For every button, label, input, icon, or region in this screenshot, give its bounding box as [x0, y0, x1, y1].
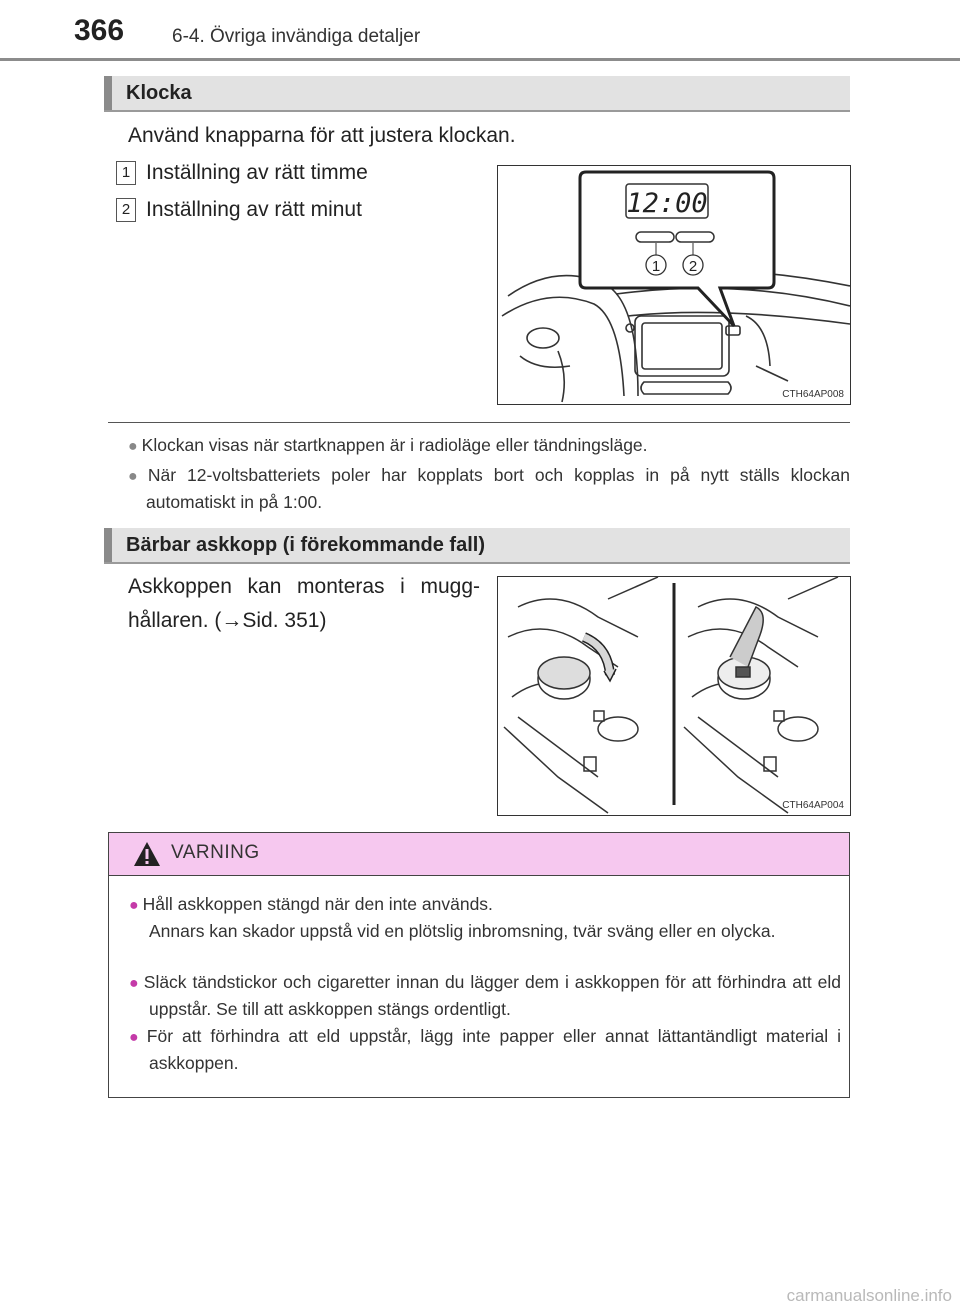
section-title-ashtray: Bärbar askkopp (i förekommande fall) — [126, 534, 485, 556]
watermark: carmanualsonline.info — [786, 1286, 952, 1305]
ashtray-text: Askkoppen kan monteras i mugg-hållaren. (→Sid. 351) — [128, 575, 480, 632]
clock-item-1-text: Inställning av rätt timme — [146, 161, 368, 184]
minute-button — [676, 232, 714, 242]
bullet-icon: ● — [128, 468, 144, 485]
section-divider — [108, 422, 850, 423]
page-number: 366 — [74, 14, 125, 47]
figure-code-ashtray: CTH64AP004 — [782, 800, 844, 811]
dashboard-illustration — [498, 166, 850, 404]
bullet-icon: ● — [128, 438, 138, 455]
section-accent — [104, 76, 112, 110]
section-accent — [104, 528, 112, 562]
warning-title: VARNING — [171, 842, 260, 863]
item-number-2: 2 — [116, 198, 136, 222]
clock-note-1: ● Klockan visas när startknappen är i radioläge eller tändningsläge. — [128, 435, 648, 455]
section-title-clock: Klocka — [126, 82, 192, 104]
bullet-icon: ● — [129, 975, 140, 992]
warning-triangle-icon — [133, 841, 161, 867]
header-rule — [0, 58, 960, 61]
warning-item-2: ● Släck tändstickor och cigaretter innan du lägger dem i askkoppen för att förhindra att eld uppstår. Se till att askkoppen stängs ordentligt. — [129, 972, 841, 1019]
hour-button — [636, 232, 674, 242]
clock-figure — [497, 165, 851, 405]
figure-code-clock: CTH64AP008 — [782, 389, 844, 400]
warning-header — [109, 833, 849, 876]
warning-box — [108, 832, 850, 1098]
ashtray-figure — [497, 576, 851, 816]
clock-item-1 — [116, 157, 368, 190]
clock-intro: Använd knapparna för att justera klockan. — [128, 124, 516, 147]
lcd-time: 12:00 — [626, 188, 708, 219]
ashtray-illustration — [498, 577, 850, 815]
callout-2: 2 — [688, 258, 698, 275]
section-header-clock — [104, 76, 850, 112]
warning-item-1: ● Håll askkoppen stängd när den inte används. Annars kan skador uppstå vid en plötslig inbromsning, tvär sväng eller en olycka. — [129, 894, 776, 941]
chapter-title: 6-4. Övriga invändiga detaljer — [172, 26, 421, 47]
clock-item-2 — [116, 194, 362, 227]
bullet-icon: ● — [129, 897, 139, 914]
clock-item-2-text: Inställning av rätt minut — [146, 198, 362, 221]
section-header-ashtray — [104, 528, 850, 564]
bullet-icon: ● — [129, 1029, 143, 1046]
clock-note-2: ● När 12-voltsbatteriets poler har kopplats bort och kopplas in på nytt ställs klockan automatiskt in på 1:00. — [128, 465, 850, 512]
item-number-1: 1 — [116, 161, 136, 185]
warning-item-3: ● För att förhindra att eld uppstår, lägg inte papper eller annat lättantändligt material i askkoppen. — [129, 1026, 841, 1073]
callout-1: 1 — [651, 258, 661, 275]
